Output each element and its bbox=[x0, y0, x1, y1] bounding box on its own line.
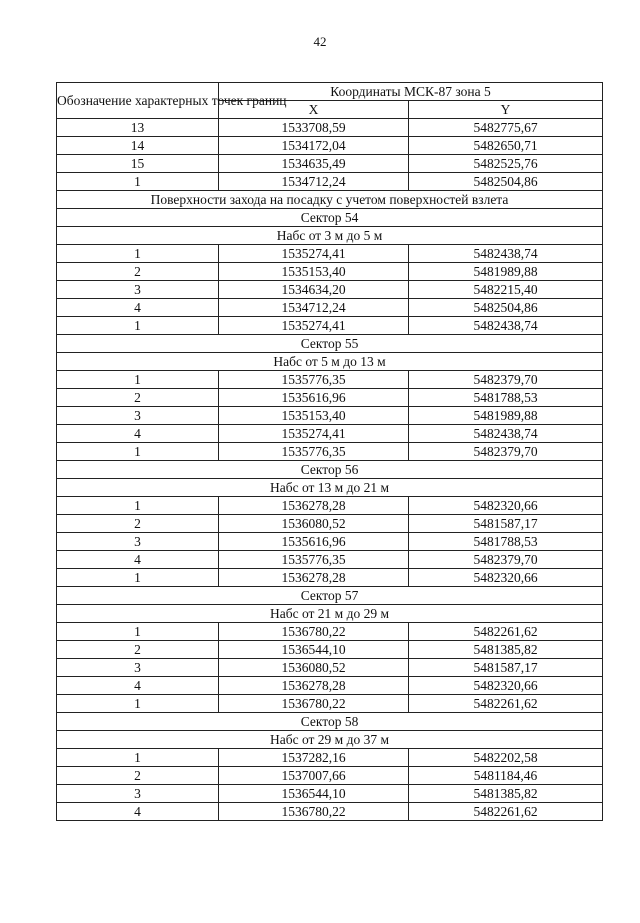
table-row bbox=[57, 281, 603, 299]
point-id-cell: 3 bbox=[57, 785, 219, 803]
x-coordinate-cell: 1534635,49 bbox=[219, 155, 409, 173]
y-coordinate-cell: 5482320,66 bbox=[409, 677, 603, 695]
coordinates-header: Координаты МСК-87 зона 5 bbox=[219, 83, 603, 101]
table-row bbox=[57, 317, 603, 335]
x-coordinate-cell: 1536780,22 bbox=[219, 803, 409, 821]
point-id-cell: 4 bbox=[57, 677, 219, 695]
section-label: Поверхности захода на посадку с учетом поверхностей взлета bbox=[57, 191, 603, 209]
section-row bbox=[57, 713, 603, 731]
table-body bbox=[57, 119, 603, 821]
section-label: Сектор 56 bbox=[57, 461, 603, 479]
point-id-cell: 1 bbox=[57, 317, 219, 335]
x-coordinate-cell: 1536080,52 bbox=[219, 659, 409, 677]
section-label: Набс от 21 м до 29 м bbox=[57, 605, 603, 623]
table-row bbox=[57, 677, 603, 695]
y-coordinate-cell: 5482202,58 bbox=[409, 749, 603, 767]
table-row bbox=[57, 623, 603, 641]
y-coordinate-cell: 5482320,66 bbox=[409, 497, 603, 515]
section-row bbox=[57, 731, 603, 749]
y-coordinate-cell: 5481788,53 bbox=[409, 389, 603, 407]
table-row bbox=[57, 569, 603, 587]
x-column-header: X bbox=[219, 101, 409, 119]
section-row bbox=[57, 479, 603, 497]
y-coordinate-cell: 5482320,66 bbox=[409, 569, 603, 587]
point-id-cell: 2 bbox=[57, 263, 219, 281]
point-id-cell: 3 bbox=[57, 407, 219, 425]
x-coordinate-cell: 1537282,16 bbox=[219, 749, 409, 767]
y-coordinate-cell: 5482379,70 bbox=[409, 551, 603, 569]
section-label: Набс от 13 м до 21 м bbox=[57, 479, 603, 497]
section-row bbox=[57, 605, 603, 623]
x-coordinate-cell: 1535153,40 bbox=[219, 407, 409, 425]
point-column-header: Обозначение характерных точек границ bbox=[57, 83, 219, 119]
table-row bbox=[57, 245, 603, 263]
section-label: Сектор 58 bbox=[57, 713, 603, 731]
section-row bbox=[57, 191, 603, 209]
x-coordinate-cell: 1536080,52 bbox=[219, 515, 409, 533]
y-coordinate-cell: 5481385,82 bbox=[409, 785, 603, 803]
table-header bbox=[57, 83, 603, 119]
section-row bbox=[57, 227, 603, 245]
point-id-cell: 1 bbox=[57, 443, 219, 461]
x-coordinate-cell: 1536278,28 bbox=[219, 677, 409, 695]
y-coordinate-cell: 5482438,74 bbox=[409, 425, 603, 443]
y-coordinate-cell: 5481587,17 bbox=[409, 659, 603, 677]
table-row bbox=[57, 695, 603, 713]
section-label: Сектор 55 bbox=[57, 335, 603, 353]
table-row bbox=[57, 767, 603, 785]
table-row bbox=[57, 551, 603, 569]
point-id-cell: 1 bbox=[57, 623, 219, 641]
point-id-cell: 4 bbox=[57, 551, 219, 569]
table-row bbox=[57, 785, 603, 803]
point-id-cell: 1 bbox=[57, 173, 219, 191]
y-coordinate-cell: 5482215,40 bbox=[409, 281, 603, 299]
point-id-cell: 13 bbox=[57, 119, 219, 137]
x-coordinate-cell: 1535153,40 bbox=[219, 263, 409, 281]
x-coordinate-cell: 1536780,22 bbox=[219, 623, 409, 641]
table-row bbox=[57, 425, 603, 443]
point-id-cell: 2 bbox=[57, 641, 219, 659]
section-row bbox=[57, 209, 603, 227]
x-coordinate-cell: 1535274,41 bbox=[219, 245, 409, 263]
x-coordinate-cell: 1537007,66 bbox=[219, 767, 409, 785]
table-row bbox=[57, 119, 603, 137]
y-coordinate-cell: 5481385,82 bbox=[409, 641, 603, 659]
y-coordinate-cell: 5482261,62 bbox=[409, 803, 603, 821]
point-id-cell: 1 bbox=[57, 569, 219, 587]
point-id-cell: 3 bbox=[57, 281, 219, 299]
table-row bbox=[57, 371, 603, 389]
section-row bbox=[57, 587, 603, 605]
y-coordinate-cell: 5482775,67 bbox=[409, 119, 603, 137]
x-coordinate-cell: 1536544,10 bbox=[219, 641, 409, 659]
section-label: Набс от 5 м до 13 м bbox=[57, 353, 603, 371]
section-row bbox=[57, 353, 603, 371]
y-coordinate-cell: 5481788,53 bbox=[409, 533, 603, 551]
section-label: Набс от 29 м до 37 м bbox=[57, 731, 603, 749]
point-id-cell: 1 bbox=[57, 371, 219, 389]
x-coordinate-cell: 1535616,96 bbox=[219, 533, 409, 551]
table-row bbox=[57, 515, 603, 533]
table-row bbox=[57, 137, 603, 155]
table-row bbox=[57, 443, 603, 461]
y-coordinate-cell: 5482379,70 bbox=[409, 443, 603, 461]
x-coordinate-cell: 1536544,10 bbox=[219, 785, 409, 803]
page-number: 42 bbox=[313, 34, 327, 49]
point-id-cell: 4 bbox=[57, 425, 219, 443]
y-coordinate-cell: 5482504,86 bbox=[409, 173, 603, 191]
point-id-cell: 1 bbox=[57, 695, 219, 713]
section-row bbox=[57, 335, 603, 353]
y-coordinate-cell: 5481587,17 bbox=[409, 515, 603, 533]
x-coordinate-cell: 1536278,28 bbox=[219, 497, 409, 515]
y-coordinate-cell: 5481184,46 bbox=[409, 767, 603, 785]
table-row bbox=[57, 497, 603, 515]
y-coordinate-cell: 5481989,88 bbox=[409, 263, 603, 281]
point-id-cell: 4 bbox=[57, 803, 219, 821]
table-row bbox=[57, 659, 603, 677]
y-coordinate-cell: 5482261,62 bbox=[409, 695, 603, 713]
coordinates-table bbox=[56, 82, 603, 821]
table-row bbox=[57, 749, 603, 767]
section-label: Сектор 57 bbox=[57, 587, 603, 605]
point-id-cell: 15 bbox=[57, 155, 219, 173]
section-label: Набс от 3 м до 5 м bbox=[57, 227, 603, 245]
point-id-cell: 2 bbox=[57, 515, 219, 533]
x-coordinate-cell: 1536780,22 bbox=[219, 695, 409, 713]
point-id-cell: 2 bbox=[57, 389, 219, 407]
x-coordinate-cell: 1536278,28 bbox=[219, 569, 409, 587]
table-row bbox=[57, 389, 603, 407]
x-coordinate-cell: 1535274,41 bbox=[219, 425, 409, 443]
point-id-cell: 14 bbox=[57, 137, 219, 155]
y-coordinate-cell: 5482438,74 bbox=[409, 317, 603, 335]
section-label: Сектор 54 bbox=[57, 209, 603, 227]
x-coordinate-cell: 1533708,59 bbox=[219, 119, 409, 137]
point-id-cell: 4 bbox=[57, 299, 219, 317]
table-row bbox=[57, 173, 603, 191]
y-coordinate-cell: 5482379,70 bbox=[409, 371, 603, 389]
point-id-cell: 1 bbox=[57, 497, 219, 515]
x-coordinate-cell: 1534634,20 bbox=[219, 281, 409, 299]
y-coordinate-cell: 5482650,71 bbox=[409, 137, 603, 155]
y-coordinate-cell: 5482525,76 bbox=[409, 155, 603, 173]
table-row bbox=[57, 407, 603, 425]
table-row bbox=[57, 299, 603, 317]
table-row bbox=[57, 263, 603, 281]
table-row bbox=[57, 533, 603, 551]
point-id-cell: 2 bbox=[57, 767, 219, 785]
table-row bbox=[57, 803, 603, 821]
x-coordinate-cell: 1535274,41 bbox=[219, 317, 409, 335]
table-row bbox=[57, 155, 603, 173]
x-coordinate-cell: 1535776,35 bbox=[219, 551, 409, 569]
point-id-cell: 3 bbox=[57, 533, 219, 551]
x-coordinate-cell: 1535776,35 bbox=[219, 371, 409, 389]
point-id-cell: 3 bbox=[57, 659, 219, 677]
x-coordinate-cell: 1535776,35 bbox=[219, 443, 409, 461]
x-coordinate-cell: 1535616,96 bbox=[219, 389, 409, 407]
section-row bbox=[57, 461, 603, 479]
x-coordinate-cell: 1534172,04 bbox=[219, 137, 409, 155]
y-coordinate-cell: 5481989,88 bbox=[409, 407, 603, 425]
y-column-header: Y bbox=[409, 101, 603, 119]
point-id-cell: 1 bbox=[57, 245, 219, 263]
x-coordinate-cell: 1534712,24 bbox=[219, 173, 409, 191]
y-coordinate-cell: 5482504,86 bbox=[409, 299, 603, 317]
y-coordinate-cell: 5482261,62 bbox=[409, 623, 603, 641]
table-row bbox=[57, 641, 603, 659]
point-id-cell: 1 bbox=[57, 749, 219, 767]
y-coordinate-cell: 5482438,74 bbox=[409, 245, 603, 263]
x-coordinate-cell: 1534712,24 bbox=[219, 299, 409, 317]
